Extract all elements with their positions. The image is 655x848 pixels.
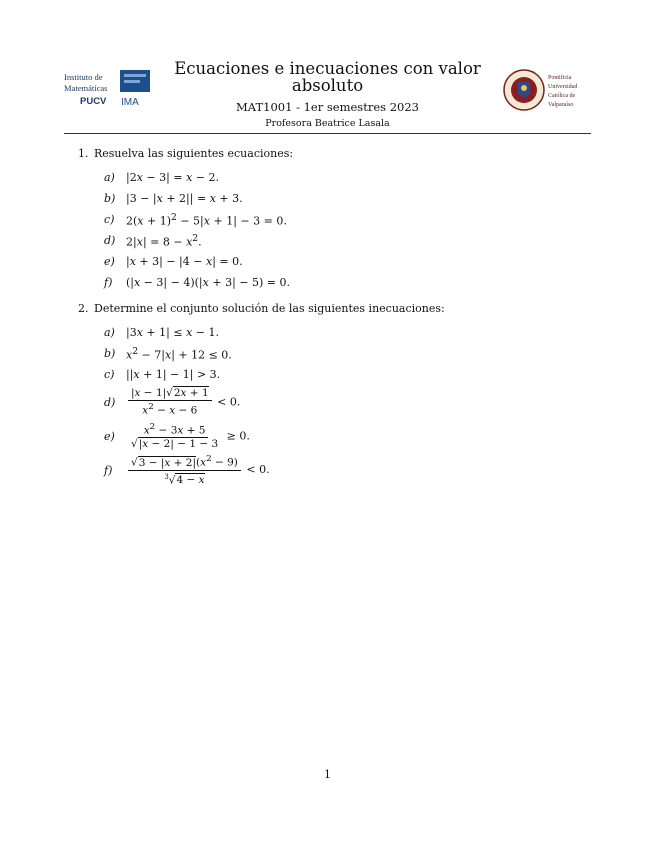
- svg-text:IMA: IMA: [121, 97, 139, 108]
- item-label: d): [104, 395, 116, 409]
- title-line-2: absoluto: [291, 76, 364, 95]
- page-number: 1: [324, 768, 331, 781]
- inequality: $\frac{√3 - |x + 2|(x^2 - 9)}{^3√4 - x}$ < 0.: [126, 453, 270, 487]
- exercise-1d: [104, 230, 598, 251]
- exercise-list: [78, 146, 598, 495]
- question-2: [78, 301, 598, 487]
- svg-text:Universidad: Universidad: [548, 84, 578, 90]
- exercise-1e: [104, 251, 598, 272]
- ima-pucv-logo: [64, 68, 152, 108]
- svg-text:PUCV: PUCV: [80, 96, 107, 107]
- item-label: e): [104, 429, 115, 443]
- item-label: c): [104, 213, 115, 226]
- svg-text:Pontificia: Pontificia: [548, 75, 572, 81]
- page-header: [0, 0, 655, 140]
- inequality: ||x + 1| − 1| > 3.: [126, 368, 221, 381]
- question-2-items: [104, 322, 598, 487]
- document-title: [170, 60, 485, 94]
- header-divider: [64, 133, 591, 134]
- question-1: [78, 146, 598, 293]
- item-label: a): [104, 326, 115, 339]
- question-text: Resuelva las siguientes ecuaciones:: [94, 147, 294, 160]
- exercise-1c: [104, 209, 598, 230]
- equation: |3 − |x + 2|| = x + 3.: [126, 192, 243, 205]
- exercise-1f: [104, 272, 598, 293]
- exercise-1b: [104, 188, 598, 209]
- equation: |x + 3| − |4 − x| = 0.: [126, 255, 243, 268]
- exercise-2c: [104, 364, 598, 385]
- course-line: MAT1001 - 1er semestres 2023: [236, 100, 419, 114]
- item-label: c): [104, 368, 115, 381]
- inequality: $\frac{|x - 1|√2x + 1}{x^2 - x - 6}$ < 0.: [126, 387, 240, 418]
- exercise-2f: [104, 453, 598, 487]
- inequality: $x^2 - 7|x| + 12 \le 0$.: [126, 345, 232, 362]
- svg-text:Matemáticas: Matemáticas: [64, 83, 108, 93]
- title-block: [170, 60, 485, 129]
- question-number: 2.: [78, 302, 89, 315]
- exercise-2e: [104, 419, 598, 453]
- item-label: a): [104, 171, 115, 184]
- item-label: b): [104, 192, 116, 205]
- question-text: Determine el conjunto solución de las siguientes inecuaciones:: [94, 302, 445, 315]
- svg-text:Católica de: Católica de: [548, 93, 576, 99]
- exercise-2b: [104, 343, 598, 364]
- item-label: f): [104, 276, 113, 289]
- item-label: b): [104, 347, 116, 360]
- exercise-2a: [104, 322, 598, 343]
- item-label: e): [104, 255, 115, 268]
- item-label: f): [104, 463, 113, 477]
- exercise-2d: [104, 385, 598, 419]
- svg-text:Valparaíso: Valparaíso: [548, 102, 574, 108]
- professor-line: Profesora Beatrice Lasala: [265, 118, 390, 129]
- equation: (|x − 3| − 4)(|x + 3| − 5) = 0.: [126, 276, 290, 289]
- question-1-items: [104, 167, 598, 293]
- item-label: d): [104, 234, 116, 247]
- exercise-1a: [104, 167, 598, 188]
- question-number: 1.: [78, 147, 89, 160]
- svg-text:Instituto de: Instituto de: [64, 72, 103, 82]
- equation: $2|x| = 8 - x^2$.: [126, 232, 202, 249]
- pucv-logo: [502, 68, 594, 112]
- inequality: |3x + 1| ≤ x − 1.: [126, 326, 219, 339]
- title-line-1: Ecuaciones e inecuaciones con valor: [174, 59, 481, 78]
- equation: |2x − 3| = x − 2.: [126, 171, 219, 184]
- inequality: $\frac{x^2 - 3x + 5}{√|x - 2| - 1 - 3}$ ≥ 0.: [131, 421, 250, 451]
- equation: $2(x + 1)^2 - 5|x + 1| - 3 = 0$.: [126, 211, 287, 228]
